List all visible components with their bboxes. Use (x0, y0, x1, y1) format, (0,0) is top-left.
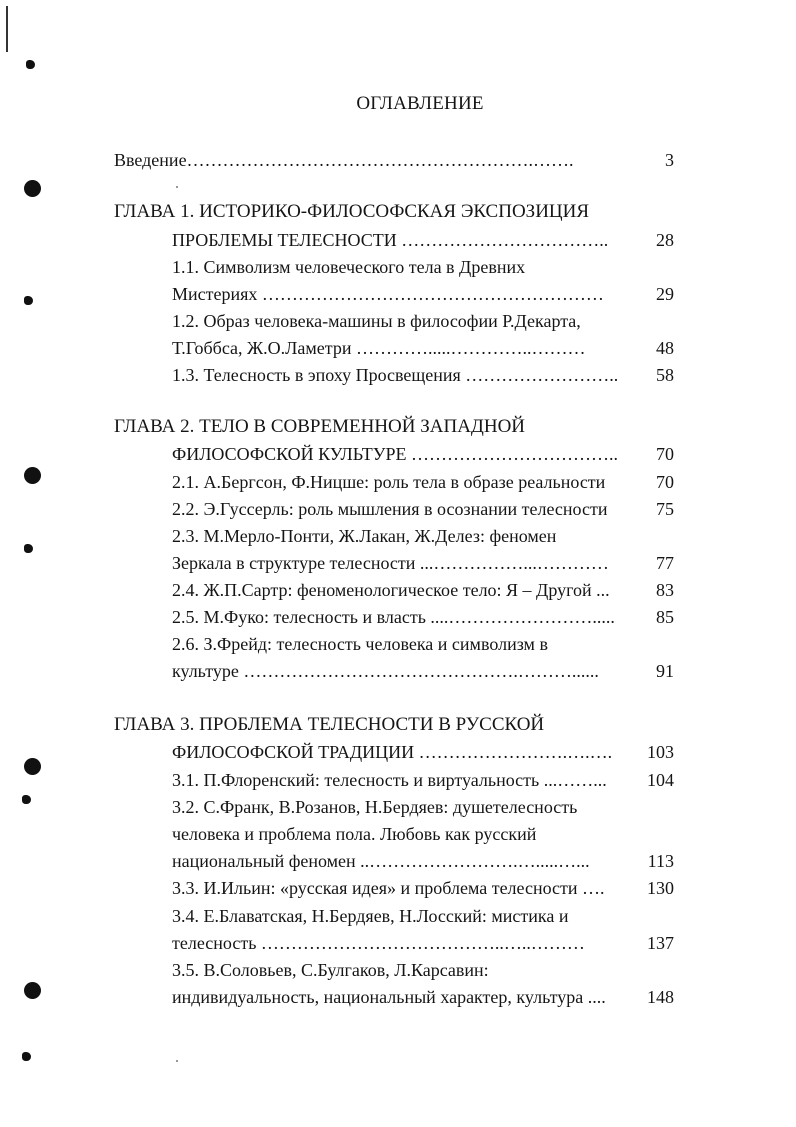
punch-hole (24, 180, 41, 197)
page-title: ОГЛАВЛЕНИЕ (356, 93, 484, 114)
toc-entry-2-1: 2.1. А.Бергсон, Ф.Ницше: роль тела в образе реальности (172, 472, 606, 492)
toc-entry-1-2-cont: Т.Гоббса, Ж.О.Ламетри ………….....…………..……… (172, 338, 586, 358)
toc-entry-3-4-cont: телесность …………………………………..…..……… (172, 933, 585, 953)
toc-entry-2-3: 2.3. М.Мерло-Понти, Ж.Лакан, Ж.Делез: феномен (172, 526, 557, 546)
scan-speck (26, 60, 35, 69)
chapter-3-heading-cont: ФИЛОСОФСКОЙ ТРАДИЦИИ …………………….….…. (172, 742, 613, 762)
toc-entry-2-3-cont: Зеркала в структуре телесности ...……………...………… (172, 553, 609, 573)
toc-page-number: 70 (656, 472, 674, 492)
scan-speck (22, 1052, 31, 1061)
toc-entry-3-4: 3.4. Е.Блаватская, Н.Бердяев, Н.Лосский: мистика и (172, 906, 569, 926)
toc-page-number: 3 (665, 150, 674, 170)
toc-entry-intro: Введение………………………………………………….……. (114, 150, 574, 170)
chapter-1-heading: ГЛАВА 1. ИСТОРИКО-ФИЛОСОФСКАЯ ЭКСПОЗИЦИЯ (114, 201, 590, 222)
toc-entry-3-2: 3.2. С.Франк, В.Розанов, Н.Бердяев: душетелесность (172, 797, 578, 817)
toc-page-number: 48 (656, 338, 674, 358)
toc-page-number: 104 (647, 770, 674, 790)
toc-page-number: 137 (647, 933, 674, 953)
toc-entry-1-3: 1.3. Телесность в эпоху Просвещения …………………….. (172, 365, 619, 385)
toc-page-number: 58 (656, 365, 674, 385)
chapter-3-heading: ГЛАВА 3. ПРОБЛЕМА ТЕЛЕСНОСТИ В РУССКОЙ (114, 714, 545, 735)
toc-page-number: 103 (647, 742, 674, 762)
scan-dot (176, 1060, 178, 1062)
toc-entry-3-2-cont2: национальный феномен ..…………………….….....…... (172, 851, 590, 871)
toc-page-number: 91 (656, 661, 674, 681)
toc-entry-3-5: 3.5. В.Соловьев, С.Булгаков, Л.Карсавин: (172, 960, 489, 980)
toc-page-number: 29 (656, 284, 674, 304)
toc-entry-3-2-cont: человека и проблема пола. Любовь как русский (172, 824, 537, 844)
chapter-2-heading: ГЛАВА 2. ТЕЛО В СОВРЕМЕННОЙ ЗАПАДНОЙ (114, 416, 526, 437)
toc-entry-3-1: 3.1. П.Флоренский: телесность и виртуальность ...……... (172, 770, 607, 790)
scan-speck (24, 296, 33, 305)
toc-entry-2-6-cont: культуре ……………………………………….………...... (172, 661, 599, 681)
toc-entry-1-1-cont: Мистериях ………………………………………………… (172, 284, 604, 304)
scan-speck (22, 795, 31, 804)
toc-entry-3-3: 3.3. И.Ильин: «русская идея» и проблема телесности …. (172, 878, 605, 898)
toc-entry-1-2: 1.2. Образ человека-машины в философии Р.Декарта, (172, 311, 581, 331)
scan-edge-line (6, 6, 8, 52)
toc-page-number: 28 (656, 230, 674, 250)
scan-dot (176, 186, 178, 188)
toc-page-number: 85 (656, 607, 674, 627)
toc-page-number: 70 (656, 444, 674, 464)
toc-page-number: 130 (647, 878, 674, 898)
toc-entry-3-5-cont: индивидуальность, национальный характер, культура .... (172, 987, 606, 1007)
toc-page-number: 83 (656, 580, 674, 600)
toc-entry-2-5: 2.5. М.Фуко: телесность и власть ....……………………..... (172, 607, 615, 627)
scan-speck (24, 544, 33, 553)
toc-page-number: 148 (647, 987, 674, 1007)
toc-entry-1-1: 1.1. Символизм человеческого тела в Древних (172, 257, 526, 277)
toc-entry-2-2: 2.2. Э.Гуссерль: роль мышления в осознании телесности (172, 499, 608, 519)
punch-hole (24, 758, 41, 775)
toc-page-number: 75 (656, 499, 674, 519)
toc-entry-2-4: 2.4. Ж.П.Сартр: феноменологическое тело: Я – Другой ... (172, 580, 610, 600)
punch-hole (24, 982, 41, 999)
toc-page-number: 113 (647, 851, 674, 871)
toc-page-number: 77 (656, 553, 674, 573)
chapter-2-heading-cont: ФИЛОСОФСКОЙ КУЛЬТУРЕ …………………………….. (172, 444, 618, 464)
chapter-1-heading-cont: ПРОБЛЕМЫ ТЕЛЕСНОСТИ …………………………….. (172, 230, 609, 250)
toc-entry-2-6: 2.6. З.Фрейд: телесность человека и символизм в (172, 634, 548, 654)
punch-hole (24, 467, 41, 484)
